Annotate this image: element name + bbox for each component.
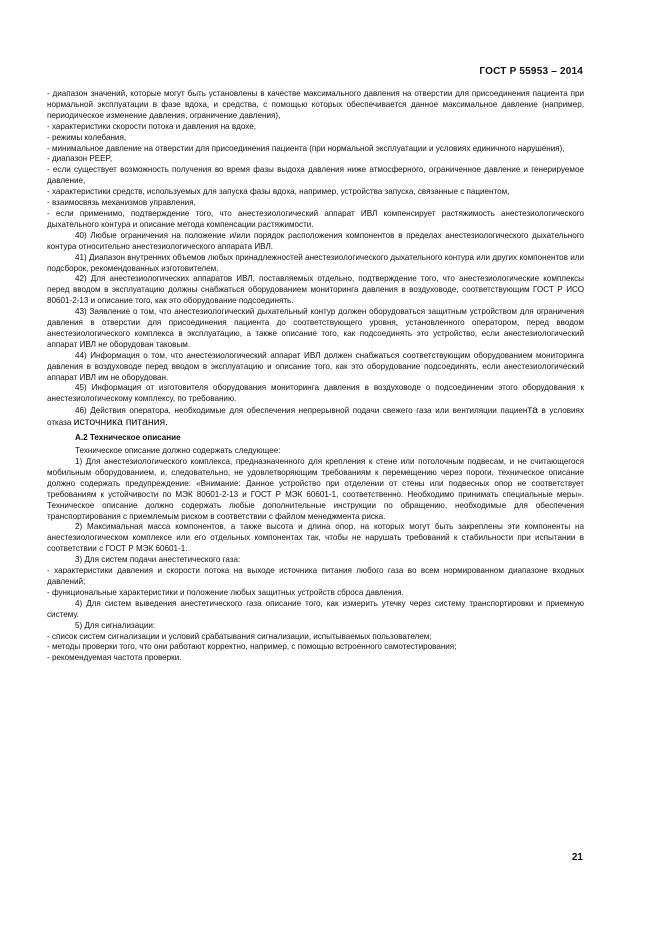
dash-line: - режимы колебания, [47, 132, 127, 142]
dash-line: - список систем сигнализации и условий срабатывания сигнализации, испытываемых пользователем; [47, 631, 432, 641]
dash-line: - диапазон PEEP, [47, 154, 113, 164]
numbered-item-2: 2) Максимальная масса компонентов, а также высота и длина опор, на которых могут быть закреплены эти компоненты на анестезиологическом комплексе или его отдельных компонентах так, чтобы не нарушать требований к стабильности при испытании в соответствии с ГОСТ Р МЭК 60601-1. [47, 522, 584, 554]
dash-line: - характеристики средств, используемых для запуска фазы вдоха, например, устройства запуска, связанные с пациентом, [47, 187, 510, 197]
numbered-item-44: 44) Информация о том, что анестезиологический аппарат ИВЛ должен снабжаться соответствующим оборудованием мониторинга давления в воздуховоде перед вводом в эксплуатацию и описание того, как это оборудование подсоединять, если анестезиологический аппарат ИВЛ им не оборудован. [47, 350, 584, 382]
dash-line: - характеристики скорости потока и давления на вдохе, [47, 121, 256, 131]
page-number: 21 [571, 852, 583, 863]
section-intro: Техническое описание должно содержать следующее: [75, 446, 281, 456]
numbered-item-1: 1) Для анестезиологического комплекса, предназначенного для крепления к стене или потолочным подвесам, и не считающегося мобильным оборудованием, и, следовательно, не удовлетворяющим требованиям к перемещению через пороги, техническое описание должно содержать предупреждение: «Внимание: Данное устройство при отделении от стены или подвесных опор не соответствует требованиям к устойчивости по МЭК 80601-2-13 и ГОСТ Р МЭК 60601-1, соответственно. Необходимо принимать специальные меры». Техническое описание должно содержать любые дополнительные инструкции по обращению, необходимые для обеспечения транспортирования с приемлемым риском в соответствии с файлом менеджмента риска. [47, 457, 584, 521]
numbered-item-41: 41) Диапазон внутренних объемов любых принадлежностей анестезиологического дыхательного контура или других компонентов или подсборок, рекомендованных изготовителем. [47, 252, 584, 273]
numbered-item-43: 43) Заявление о том, что анестезиологический дыхательный контур должен оборудоваться защитным устройством для ограничения давления в отверстии для присоединения пациента до соответствующего уровня, установленного оператором, перед вводом анестезиологического комплекса в эксплуатацию, а также описание того, как подсоединять это устройство, если анестезиологический аппарат ИВЛ не оборудован таковым. [47, 307, 584, 349]
numbered-item-3: 3) Для систем подачи анестетического газа: [75, 555, 241, 565]
item-46-text-c: в условиях отказа [47, 406, 584, 428]
numbered-item-42: 42) Для анестезиологических аппаратов ИВЛ, поставляемых отдельно, подтверждение того, что анестезиологические комплексы перед вводом в эксплуатацию должны снабжаться оборудованием мониторинга давления в воздуховоде, соответствующим ГОСТ Р ИСО 80601-2-13 и описание того, как это оборудование подсоединять. [47, 274, 584, 306]
document-code-header: ГОСТ Р 55953 – 2014 [479, 66, 583, 77]
dash-line: - рекомендуемая частота проверки. [47, 653, 182, 663]
item-46-text-a: 46) Действия оператора, необходимые для обеспечения непрерывной подачи свежего газа или вентиляции пациен [75, 406, 528, 416]
document-body [47, 89, 584, 664]
dash-line: - если существует возможность получения во время фазы выдоха давления ниже атмосферного, ограниченное давление и генерируемое давление, [47, 165, 584, 186]
dash-line: - функциональные характеристики и положение любых защитных устройств сброса давления. [47, 587, 404, 597]
numbered-item-45: 45) Информация от изготовителя оборудования мониторинга давления в воздуховоде о подсоединении этого оборудования к анестезиологическому комплексу, по требованию. [47, 383, 584, 404]
numbered-item-4: 4) Для систем выведения анестетического газа описание того, как измерить утечку через систему транспортировки и приемную систему. [47, 598, 584, 619]
section-title: А.2 Техническое описание [75, 433, 181, 443]
numbered-item-5: 5) Для сигнализации: [75, 620, 156, 630]
numbered-item-46 [47, 405, 584, 429]
dash-line: - методы проверки того, что они работают корректно, например, с помощью встроенного самотестирования; [47, 642, 457, 652]
dash-line: - минимальное давление на отверстии для присоединения пациента (при нормальной эксплуатации и условиях единичного нарушения), [47, 143, 565, 153]
item-46-text-d: источника питания. [73, 416, 169, 429]
dash-line: - диапазон значений, которые могут быть установлены в качестве максимального давления на отверстии для присоединения пациента при нормальной эксплуатации в фазе вдоха, и средства, с помощью которых обеспечивается данное максимальное давление (например, периодическое изменение давления, ограничение давления), [47, 89, 584, 120]
dash-line: - взаимосвязь механизмов управления, [47, 198, 196, 208]
numbered-item-40: 40) Любые ограничения на положение и/или порядок расположения компонентов в пределах анестезиологического дыхательного контура относительно анестезиологического аппарата ИВЛ. [47, 230, 584, 251]
dash-line: - если применимо, подтверждение того, что анестезиологический аппарат ИВЛ компенсирует растяжимость анестезиологического дыхательного контура и описание метода компенсации растяжимости. [47, 208, 584, 229]
item-46-text-b: та [527, 404, 538, 417]
dash-line: - характеристики давления и скорости потока на выходе источника питания любого газа во всем нормированном диапазоне входных давлений; [47, 566, 584, 586]
